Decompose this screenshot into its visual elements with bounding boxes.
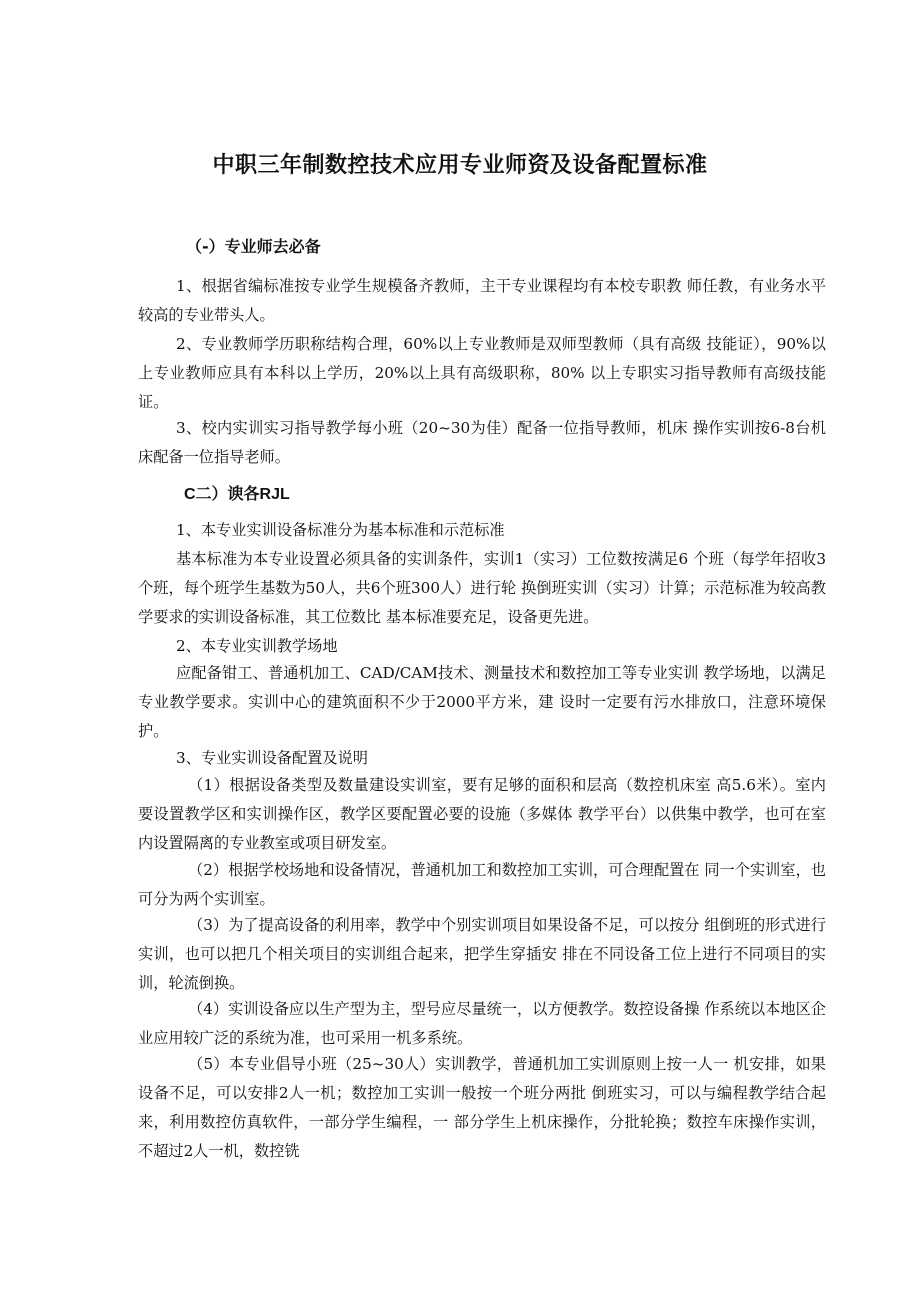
paragraph-equipment-3-item-2: （2）根据学校场地和设备情况，普通机加工和数控加工实训，可合理配置在 同一个实训室，也可分为两个实训室。 — [138, 861, 826, 908]
paragraph-equipment-1-body: 基本标准为本专业设置必须具备的实训条件，实训1（实习）工位数按满足6 个班（每学年招收3个班，每个班学生基数为50人，共6个班300人）进行轮 换倒班实训（实习）计算；示范标准为较高教学要求的实训设备标准，其工位数比 基本标准要充足，设备更先进。 — [138, 550, 826, 626]
paragraph-equipment-2-body: 应配备钳工、普通机加工、CAD/CAM技术、测量技术和数控加工等专业实训 教学场地，以满足专业教学要求。实训中心的建筑面积不少于2000平方米，建 设时一定要有污水排放口，注意环境保护。 — [138, 664, 826, 740]
paragraph-equipment-3-title: 3、专业实训设备配置及说明 — [176, 749, 368, 767]
document-title: 中职三年制数控技术应用专业师资及设备配置标准 — [212, 153, 708, 178]
paragraph-equipment-3-item-4: （4）实训设备应以生产型为主，型号应尽量统一，以方便教学。数控设备操 作系统以本地区企业应用较广泛的系统为准，也可采用一机多系统。 — [138, 1000, 826, 1047]
paragraph-equipment-3-item-1: （1）根据设备类型及数量建设实训室，要有足够的面积和层高（数控机床室 高5.6米）。室内要设置教学区和实训操作区，教学区要配置必要的设施（多媒体 教学平台）以供集中教学，也可在室内设置隔离的专业教室或项目研发室。 — [138, 776, 826, 852]
paragraph-teachers-2: 2、专业教师学历职称结构合理，60%以上专业教师是双师型教师（具有高级 技能证），90%以上专业教师应具有本科以上学历，20%以上具有高级职称，80% 以上专职实习指导教师有高级技能证。 — [138, 335, 826, 411]
paragraph-teachers-1: 1、根据省编标准按专业学生规模备齐教师，主干专业课程均有本校专职教 师任教，有业务水平较高的专业带头人。 — [138, 277, 826, 324]
section-heading-equipment: C二）谀各RJL — [184, 486, 290, 503]
section-heading-teachers: （-）专业师去必备 — [186, 237, 321, 256]
paragraph-teachers-3: 3、校内实训实习指导教学每小班（20~30为佳）配备一位指导教师，机床 操作实训按6-8台机床配备一位指导老师。 — [138, 419, 826, 466]
paragraph-equipment-3-item-3: （3）为了提高设备的利用率，教学中个别实训项目如果设备不足，可以按分 组倒班的形式进行实训，也可以把几个相关项目的实训组合起来，把学生穿插安 排在不同设备工位上进行不同项目的实训，轮流倒换。 — [138, 916, 826, 992]
paragraph-equipment-2-title: 2、本专业实训教学场地 — [176, 637, 338, 655]
paragraph-equipment-1-title: 1、本专业实训设备标准分为基本标准和示范标准 — [176, 521, 505, 539]
paragraph-equipment-3-item-5: （5）本专业倡导小班（25~30人）实训教学，普通机加工实训原则上按一人一 机安排，如果设备不足，可以安排2人一机；数控加工实训一般按一个班分两批 倒班实习，可以与编程教学结合起来，利用数控仿真软件，一部分学生编程，一 部分学生上机床操作，分批轮换；数控车床操作实训，不超过2人一机，数控铣 — [138, 1055, 826, 1160]
